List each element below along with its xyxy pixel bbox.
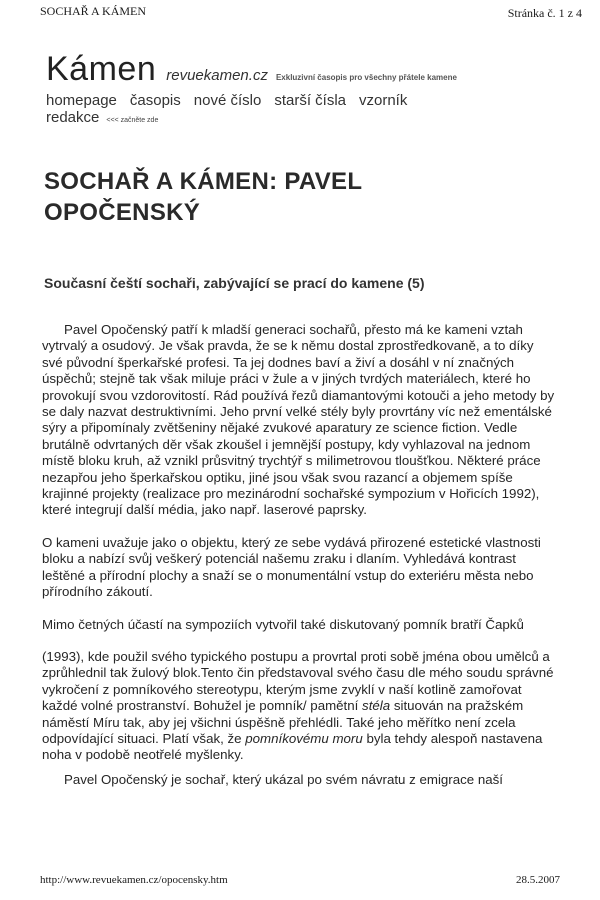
article-body (42, 322, 556, 804)
paragraph-5: Pavel Opočenský je sochař, který ukázal po svém návratu z emigrace naší (64, 771, 503, 787)
print-header (0, 0, 600, 20)
logo-row (46, 52, 566, 86)
paragraph-1: Pavel Opočenský patří k mladší generaci sochařů, přesto má ke kameni vztah vytrvalý a osudový. Je však pravda, že se k němu dostal zprostředkovaně, a to díky své původní šperkařské profesi. Ta jej dodnes baví a živí a dosáhl v ní značných úspěchů; stejně tak však miluje práci v žule a v jiných tvrdých materiálech, které ho provokují svou vzdorovitostí. Rád používá řezů diamantovými kotouči a jeho metody by se daly nazvat destruktivními. Jeho první velké stély byly provrtány víc než ementálské sýry a připomínaly zvětšeniny nějaké zvukové aparatury ze science fiction. Vedle brutálně odvrtaných děr však zkoušel i jemnější postupy, kdy vyhlazoval na jednom místě bloku kruh, až vznikl průsvitný trychtýř s milimetrovou tloušťkou. Některé práce nezapřou jeho šperkařskou optiku, jiné jsou však svou razancí a objemem spíše krajinné projekty (realizace pro mezinárodní sochařské sympozium v Hořicích 1992), které integrují další média, jako např. laserové paprsky. (42, 322, 555, 518)
paragraph-4-part-a: (1993), kde použil svého typického postupu a provrtal proti sobě jména obou umělců a zprůhlednil tak žulový blok.Tento čin představoval svého času dle mého soudu správné vykročení z pomníkového stereotypu, kterým jsme zvyklí v naší kotlině zamořovat každé volné prostranství. Bohužel je pomník/ pamětní (42, 648, 554, 714)
start-hint: <<< začněte zde (106, 117, 159, 124)
article-title: SOCHAŘ A KÁMEN: PAVEL OPOČENSKÝ (44, 168, 362, 226)
nav-item-starsi-cisla[interactable]: starší čísla (274, 92, 346, 109)
print-footer (0, 872, 600, 892)
site-header (46, 52, 566, 86)
print-header-page-number: Stránka č. 1 z 4 (507, 6, 582, 20)
nav-item-homepage[interactable]: homepage (46, 92, 117, 109)
print-header-title: SOCHAŘ A KÁMEN (40, 4, 147, 18)
paragraph-3: Mimo četných účastí na sympoziích vytvořil také diskutovaný pomník bratří Čapků (42, 616, 524, 632)
nav-item-vzornik[interactable]: vzorník (359, 92, 408, 109)
site-tagline: Exkluzivní časopis pro všechny přátele kamene (275, 73, 457, 82)
paragraph-4-part-c: byla tehdy alespoň nastavena noha v podobě neotřelé myšlenky. (42, 730, 543, 763)
article-subtitle: Současní čeští sochaři, zabývající se prací do kamene (5) (44, 275, 425, 291)
site-domain: revuekamen.cz (166, 67, 268, 84)
print-footer-date: 28.5.2007 (516, 874, 560, 886)
paragraph-4-part-b: situován na pražském náměstí Míru tak, aby jej všichni úspěšně přehlédli. Také jeho měřítko není zcela odpovídající situaci. Platí však, že (42, 698, 524, 746)
site-logo[interactable]: Kámen (46, 50, 157, 88)
print-footer-url: http://www.revuekamen.cz/opocensky.htm (40, 874, 228, 886)
paragraph-4-emphasis-1: stéla (362, 698, 391, 714)
nav-item-casopis[interactable]: časopis (129, 92, 181, 109)
nav-item-nove-cislo[interactable]: nové číslo (193, 92, 262, 109)
paragraph-2: O kameni uvažuje jako o objektu, který ze sebe vydává přirozené estetické vlastnosti bloku a nabízí svůj veškerý potenciál našemu zraku i dlaním. Vyhledává kontrast leštěné a přírodní plochy a snaží se o monumentální vstup do exteriéru města nebo přírodního zákoutí. (42, 534, 541, 600)
paragraph-4-emphasis-2: pomníkovému moru (245, 730, 363, 746)
paragraph-4 (42, 649, 556, 764)
nav-item-redakce[interactable]: redakce (46, 109, 100, 126)
main-nav (46, 92, 466, 129)
